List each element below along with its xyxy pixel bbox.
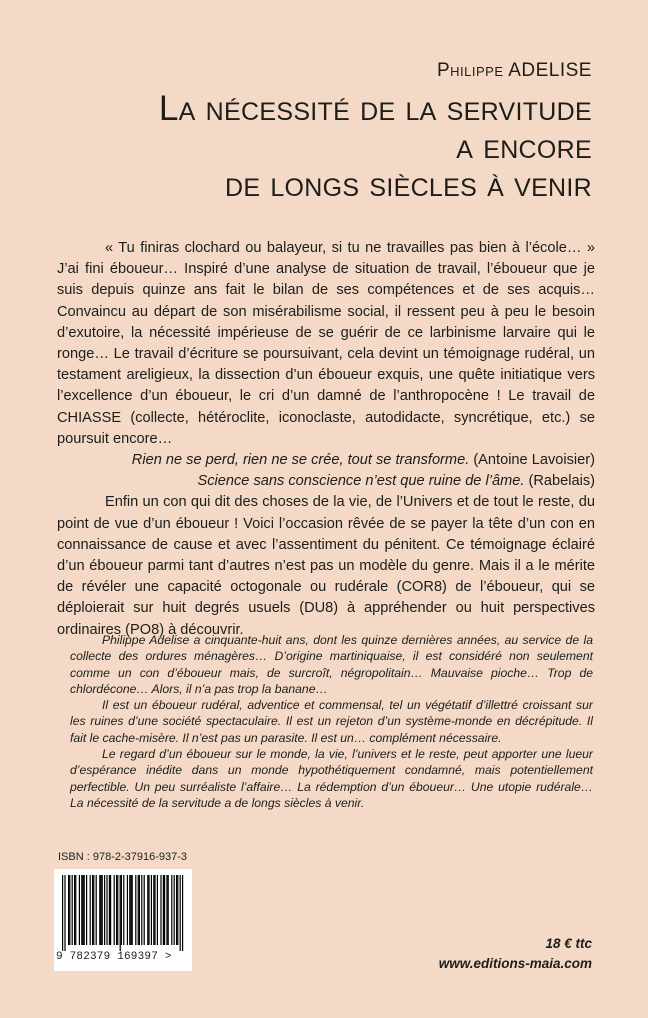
barcode-bar <box>160 875 161 945</box>
title-line: de longs siècles à venir <box>224 165 592 204</box>
isbn: ISBN : 978-2-37916-937-3 <box>58 851 188 863</box>
barcode-bar <box>102 875 103 945</box>
barcode <box>54 869 192 971</box>
barcode-bar <box>166 875 167 945</box>
blurb-paragraph: « Tu finiras clochard ou balayeur, si tu ne travailles pas bien à l’école… » J’ai fini éboueur… Inspiré d’une analyse de situation de travail, l’éboueur que je suis depuis quinze ans fait le bilan de ses compétences et de ses acquis… Convaincu au départ de son misérabilisme social, il ressent peu à peu le besoin d’exutoire, la nécessité impérieuse de se guérir de ce larbinisme larvaire qui le ronge… Le travail d’écriture se poursuivant, cela devint un témoignage rudéral, un testament areligieux, la dissection d’un éboueur exquis, une quête initiatique vers l’excellence d’un éboueur, le cri d’un damné de l’anthropocène ! Le travail de CHIASSE (collecte, hétéroclite, iconoclaste, autodidacte, syncrétique, etc.) se poursuit encore… <box>57 240 595 447</box>
barcode-bar <box>93 875 94 945</box>
blurb <box>57 238 595 641</box>
barcode-bar <box>74 875 75 945</box>
barcode-bar <box>151 875 152 945</box>
price: 18 € ttc <box>545 936 592 951</box>
barcode-bar <box>177 875 178 945</box>
barcode-bar <box>109 875 110 945</box>
author-name: Philippe ADELISE <box>436 60 592 81</box>
quote-author: (Rabelais) <box>528 473 595 490</box>
barcode-bar <box>163 875 164 945</box>
barcode-bar <box>68 875 69 945</box>
barcode-bar <box>123 875 124 945</box>
publisher-website: www.editions-maia.com <box>438 956 592 971</box>
price-block <box>439 934 592 974</box>
barcode-bar <box>86 875 87 945</box>
barcode-bar <box>157 875 158 945</box>
barcode-bar <box>82 875 83 945</box>
barcode-bar <box>135 875 136 945</box>
author-bio <box>70 632 593 811</box>
barcode-bar <box>144 875 145 945</box>
barcode-bar <box>110 875 111 945</box>
bio-paragraph: Philippe Adelise a cinquante-huit ans, dont les quinze dernières années, au service de la collecte des ordures ménagères… D’origine martiniquaise, il est considéré non seulement comme un con d’éboueur mais, de surcroît, négropolitain… Mauvaise pioche… Trop de chlordécone… Alors, il n’a pas trop la banane… <box>70 633 593 696</box>
barcode-bar <box>176 875 177 945</box>
barcode-bar <box>154 875 155 945</box>
barcode-bar <box>127 875 128 945</box>
barcode-digits: 9 782379 169397 > <box>56 951 172 963</box>
barcode-bar <box>153 875 154 945</box>
barcode-bar <box>116 875 117 945</box>
barcode-bar <box>106 875 107 945</box>
barcode-bar <box>130 875 131 945</box>
barcode-bar <box>64 875 65 951</box>
barcode-bar <box>117 875 118 945</box>
barcode-bar <box>81 875 82 945</box>
barcode-bar <box>62 875 63 951</box>
barcode-bar <box>148 875 149 945</box>
quote-text: Rien ne se perd, rien ne se crée, tout se transforme. <box>131 452 470 469</box>
barcode-bar <box>69 875 70 945</box>
barcode-bar <box>84 875 85 945</box>
quote-lavoisier <box>57 450 595 471</box>
barcode-bar <box>120 875 121 951</box>
barcode-bar <box>168 875 169 945</box>
blurb-paragraph: Enfin un con qui dit des choses de la vie, de l’Univers et de tout le reste, du point de vue d’un éboueur ! Voici l’occasion rêvée de se payer la tête d’un con en connaissance de cause et avec l’assentiment du pénitent. Ce témoignage éclairé d’un éboueur parmi tant d’autres n’est pas un modèle du genre. Mais il a le mérite de révéler une capacité octogonale ou rudérale (COR8) de l’éboueur, qui se déploierait sur huit degrés usuels (DU8) à appréhender ou huit perspectives ordinaires (PO8) à découvrir. <box>57 494 595 638</box>
barcode-bar <box>90 875 91 945</box>
barcode-bar <box>79 875 80 945</box>
barcode-bar <box>180 875 181 951</box>
barcode-bar <box>132 875 133 945</box>
quote-author: (Antoine Lavoisier) <box>473 452 595 469</box>
barcode-bar <box>96 875 97 945</box>
barcode-bar <box>139 875 140 945</box>
barcode-bar <box>141 875 142 945</box>
barcode-bar <box>138 875 139 945</box>
bio-paragraph: Il est un éboueur rudéral, adventice et commensal, tel un végétatif d’illettré croissant sur les ruines d’une société spectaculaire. Il est un rejeton d’un système-monde en décrépitude. Il fait le cache-misère. Il n’est pas un parasite. Il est un… complément nécessaire. <box>70 698 593 745</box>
barcode-bar <box>114 875 115 945</box>
bio-paragraph: Le regard d’un éboueur sur le monde, la vie, l’univers et le reste, peut apporter une lueur d’espérance inédite dans un monde hypothétiquement condamné, mais potentiellement perfectible. Un peu surréaliste l’affaire… La rédemption d’un éboueur… Une utopie rudérale… La nécessité de la servitude a de longs siècles à venir. <box>70 747 593 810</box>
book-title <box>159 90 592 204</box>
barcode-bar <box>121 875 122 945</box>
barcode-bar <box>171 875 172 945</box>
barcode-bar <box>147 875 148 945</box>
barcode-bar <box>92 875 93 945</box>
barcode-bar <box>75 875 76 945</box>
barcode-bar <box>99 875 100 945</box>
barcode-bar <box>72 875 73 945</box>
barcode-bar <box>174 875 175 945</box>
title-line: a encore <box>456 127 592 166</box>
barcode-bar <box>182 875 183 951</box>
barcode-bar <box>129 875 130 945</box>
barcode-bar <box>104 875 105 945</box>
barcode-bars <box>60 875 186 951</box>
quote-rabelais <box>57 471 595 492</box>
barcode-bar <box>100 875 101 945</box>
barcode-bar <box>164 875 165 945</box>
quote-text: Science sans conscience n’est que ruine de l’âme. <box>197 473 525 490</box>
title-line: La nécessité de la servitude <box>158 89 592 128</box>
